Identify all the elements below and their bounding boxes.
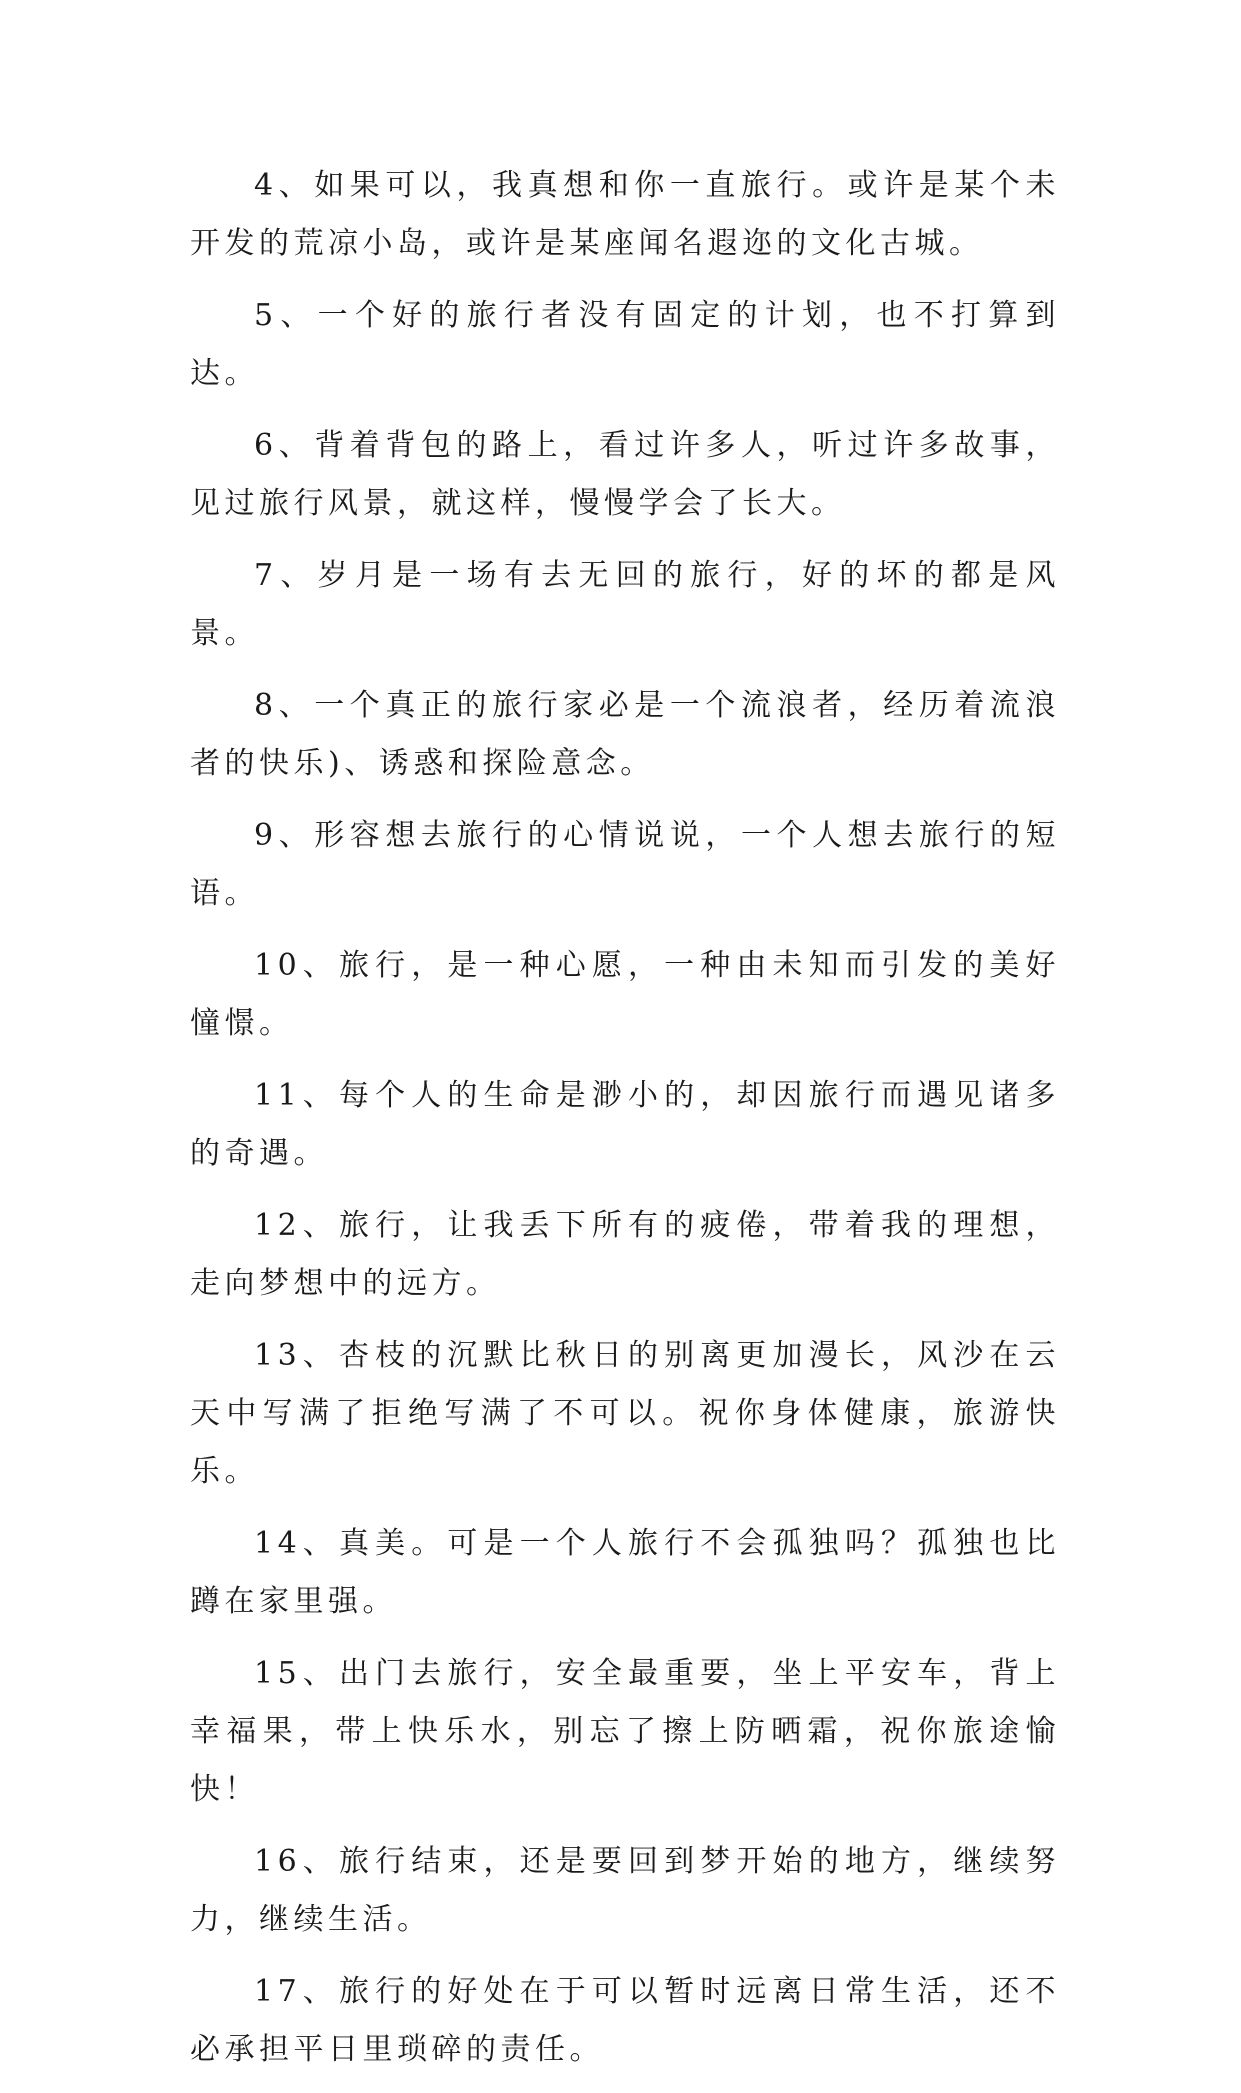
- paragraph-9: 9、形容想去旅行的心情说说，一个人想去旅行的短语。: [190, 818, 1060, 911]
- paragraph-4: 4、如果可以，我真想和你一直旅行。或许是某个未开发的荒凉小岛，或许是某座闻名遐迩的文化古城。: [190, 168, 1060, 261]
- paragraph-17: 17、旅行的好处在于可以暂时远离日常生活，还不必承担平日里琐碎的责任。: [190, 1974, 1060, 2067]
- paragraph-5: 5、一个好的旅行者没有固定的计划，也不打算到达。: [190, 298, 1060, 391]
- paragraph-12: 12、旅行，让我丢下所有的疲倦，带着我的理想，走向梦想中的远方。: [190, 1208, 1060, 1301]
- paragraph-8: 8、一个真正的旅行家必是一个流浪者，经历着流浪者的快乐)、诱惑和探险意念。: [190, 688, 1060, 781]
- paragraph-6: 6、背着背包的路上，看过许多人，听过许多故事，见过旅行风景，就这样，慢慢学会了长大。: [190, 428, 1060, 521]
- paragraph-16: 16、旅行结束，还是要回到梦开始的地方，继续努力，继续生活。: [190, 1844, 1060, 1937]
- document-body: [190, 157, 1060, 2093]
- paragraph-13: 13、杏枝的沉默比秋日的别离更加漫长，风沙在云天中写满了拒绝写满了不可以。祝你身体健康，旅游快乐。: [190, 1338, 1060, 1489]
- paragraph-11: 11、每个人的生命是渺小的，却因旅行而遇见诸多的奇遇。: [190, 1078, 1060, 1171]
- paragraph-14: 14、真美。可是一个人旅行不会孤独吗？孤独也比蹲在家里强。: [190, 1526, 1060, 1619]
- paragraph-15: 15、出门去旅行，安全最重要，坐上平安车，背上幸福果，带上快乐水，别忘了擦上防晒霜，祝你旅途愉快！: [190, 1656, 1060, 1807]
- paragraph-7: 7、岁月是一场有去无回的旅行，好的坏的都是风景。: [190, 558, 1060, 651]
- paragraph-10: 10、旅行，是一种心愿，一种由未知而引发的美好憧憬。: [190, 948, 1060, 1041]
